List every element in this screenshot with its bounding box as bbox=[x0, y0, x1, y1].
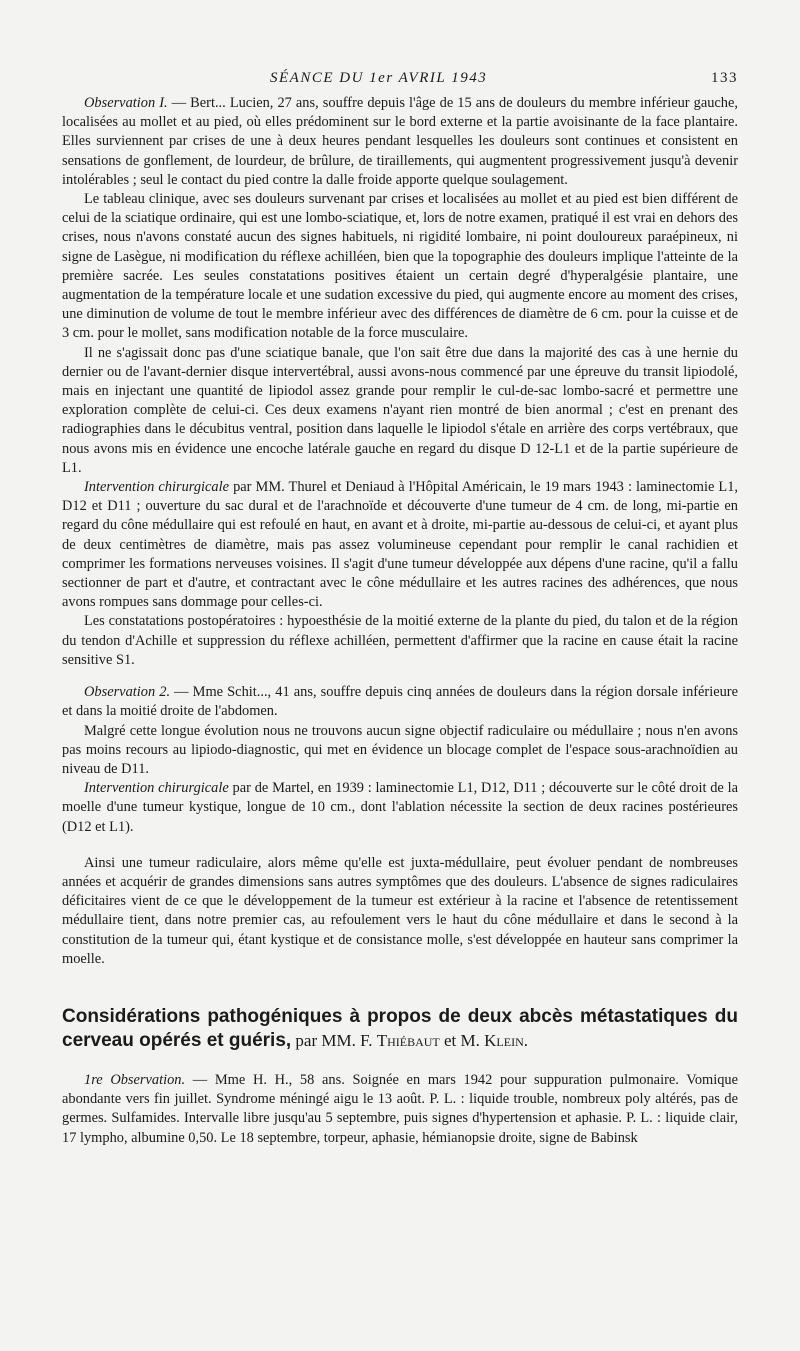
observation-2-lead: Observation 2. bbox=[84, 684, 171, 701]
running-header-title: SÉANCE DU 1er AVRIL 1943 bbox=[270, 70, 488, 86]
paragraph: Il ne s'agissait donc pas d'une sciatique banale, que l'on sait être due dans la majorité des cas à une hernie du dernier ou de l'avant-dernier disque intervertébral, aussi avons-nous commencé par une épreuve du transit lipiodolé, mais en injectant une quantité de lipiodol assez grande pour remplir le cul-de-sac lombo-sacré et permettre une exploration complète de celui-ci. Ces deux examens n'ayant rien montré de bien anormal ; c'est en prenant des radiographies dans le décubitus ventral, position dans laquelle le lipiodol s'étale en arrière des corps vertébraux, que nous avons mis en évidence une encoche latérale gauche en regard du disque D 12-L1 et de la partie supérieure de L1. bbox=[62, 344, 738, 476]
intervention-lead: Intervention chirurgicale bbox=[84, 780, 229, 797]
paragraph: Intervention chirurgicale par MM. Thurel et Deniaud à l'Hôpital Américain, le 19 mars 1943 : laminectomie L1, D12 et D11 ; ouverture du sac dural et de l'arachnoïde et découverte d'une tumeur de 4 cm. de long, mi-partie en regard du cône médullaire qui est refoulé en haut, en avant et à droite, mi-partie au-dessous de celui-ci, et ayant plus de deux centimètres de diamètre, mais pas assez volumineuse cependant pour remplir le canal rachidien et comprimer les formations nerveuses voisines. Il s'agit d'une tumeur développée aux dépens d'une racine, qu'il a fallu sectionner de part et d'autre, et contractant avec le cône médullaire et les autres racines des adhérences, que nous avons rompues sans dommage pour celles-ci. bbox=[62, 479, 738, 611]
observation-3-paragraph: 1re Observation. — Mme H. H., 58 ans. Soignée en mars 1942 pour suppuration pulmonaire. Vomique abondante vers fin juillet. Syndrome méningé aigu le 13 août. P. L. : liquide trouble, nombreux poly altérés, pas de germes. Sulfamides. Intervalle libre jusqu'au 5 septembre, puis signes d'hypertension et aphasie. P. L. : liquide clair, 17 lympho, albumine 0,50. Le 18 septembre, torpeur, aphasie, hémianopsie droite, signe de Babinsk bbox=[62, 1071, 738, 1146]
observation-2-paragraph: Observation 2. — Mme Schit..., 41 ans, souffre depuis cinq années de douleurs dans la région dorsale inférieure et dans la moitié droite de l'abdomen. bbox=[62, 684, 738, 720]
section-heading: Considérations pathogéniques à propos de deux abcès métastatiques du cerveau opérés et guéris, par MM. F. Thiébaut et M. Klein. bbox=[62, 1005, 738, 1051]
intervention-lead: Intervention chirurgicale bbox=[84, 479, 230, 496]
author-name: Thiébaut bbox=[376, 1030, 440, 1050]
observation-1-paragraph: Observation I. — Bert... Lucien, 27 ans, souffre depuis l'âge de 15 ans de douleurs du membre inférieur gauche, localisées au mollet et au pied, où elles prédominent sur le bord externe et la partie avoisinante de la face plantaire. Elles surviennent par crises de une à deux heures pendant lesquelles les douleurs sont continues et consistent en sensations de gonflement, de lourdeur, de brûlure, de tiraillements, qui augmentent progressivement jusqu'à devenir intolérables ; seul le contact du pied contre la dalle froide apporte quelque soulagement. bbox=[62, 95, 738, 188]
body-text bbox=[62, 94, 738, 969]
paragraph: Le tableau clinique, avec ses douleurs survenant par crises et localisées au mollet et au pied est bien différent de celui de la sciatique ordinaire, qui est une lombo-sciatique, et, lors de notre examen, pratiqué il est vrai en dehors des crises, nous n'avons constaté aucun des signes habituels, ni rigidité lombaire, ni point douloureux paraépineux, ni signe de Lasègue, ni modification du réflexe achilléen, bien que la topographie des douleurs implique l'atteinte de la première sacrée. Les seules constatations positives étaient un certain degré d'hyperalgésie plantaire, une augmentation de la température locale et une sudation excessive du pied, qui augmente encore au moment des crises, une diminution de volume de tout le membre inférieur avec des différences de diamètre de 6 cm. pour la cuisse et de 3 cm. pour le mollet, sans modification notable de la force musculaire. bbox=[62, 191, 738, 342]
body-text-2 bbox=[62, 1071, 738, 1148]
page-number: 133 bbox=[711, 70, 738, 86]
observation-3-lead: 1re Observation. bbox=[84, 1071, 186, 1088]
observation-1-lead: Observation I. bbox=[84, 95, 168, 111]
document-page bbox=[62, 70, 738, 1148]
conclusion-paragraph: Ainsi une tumeur radiculaire, alors même qu'elle est juxta-médullaire, peut évoluer pendant de nombreuses années et acquérir de grandes dimensions sans autres symptômes que des douleurs. L'absence de signes radiculaires déficitaires vient de ce que le développement de la tumeur est extérieur à la racine et l'absence de retentissement médullaire tient, dans notre premier cas, au refoulement vers le haut du cône médullaire et dans le second à la constitution de la tumeur qui, étant kystique et de consistance molle, s'est développée en hauteur sans comprimer la moelle. bbox=[62, 854, 738, 967]
paragraph: Malgré cette longue évolution nous ne trouvons aucun signe objectif radiculaire ou médullaire ; nous n'en avons pas moins recours au lipiodo-diagnostic, qui met en évidence un blocage complet de l'espace sous-arachnoïdien au niveau de D11. bbox=[62, 722, 738, 777]
paragraph: Intervention chirurgicale par de Martel, en 1939 : laminectomie L1, D12, D11 ; découverte sur le côté droit de la moelle d'une tumeur kystique, longue de 10 cm., dont l'ablation nécessite la section de deux racines postérieures (D12 et L1). bbox=[62, 780, 738, 835]
section-title: Considérations pathogéniques à propos de deux abcès métastatiques du cerveau opérés et guéris, bbox=[62, 1005, 738, 1051]
paragraph: Les constatations postopératoires : hypoesthésie de la moitié externe de la plante du pied, du talon et de la région du tendon d'Achille et suppression du réflexe achilléen, permettent d'affirmer que la racine en cause était la racine sensitive S1. bbox=[62, 613, 738, 668]
author-name: Klein bbox=[484, 1030, 524, 1050]
running-header bbox=[62, 70, 738, 94]
